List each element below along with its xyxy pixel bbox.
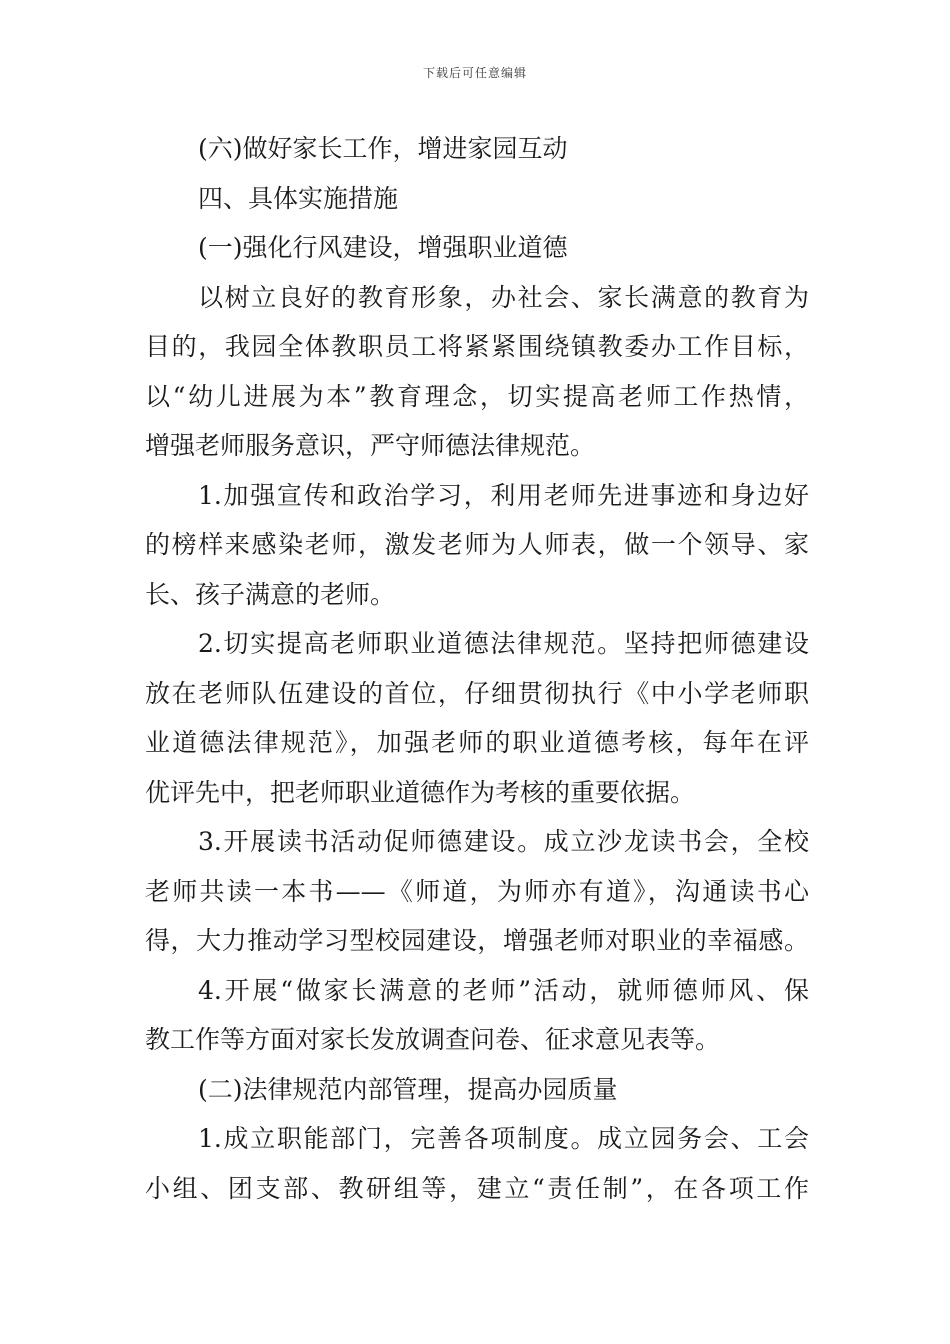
paragraph-line: 得，大力推动学习型校园建设，增强老师对职业的幸福感。 [145,926,809,955]
paragraph-line: 1.成立职能部门，完善各项制度。成立园务会、工会 [198,1124,809,1153]
paragraph-line: 增强老师服务意识，严守师德法律规范。 [145,431,596,460]
paragraph-line: 教工作等方面对家长发放调查问卷、征求意见表等。 [145,1025,721,1054]
paragraph-line: 优评先中，把老师职业道德作为考核的重要依据。 [145,777,696,807]
subsection-heading-management: (二)法律规范内部管理，提高办园质量 [198,1074,618,1104]
paragraph-line: 以树立良好的教育形象，办社会、家长满意的教育为 [198,282,809,312]
paragraph-line: 3.开展读书活动促师德建设。成立沙龙读书会，全校 [198,827,809,856]
document-body [145,124,809,1213]
paragraph-line: 的榜样来感染老师，激发老师为人师表，做一个领导、家 [145,530,809,559]
paragraph-line: 4.开展“做家长满意的老师”活动，就师德师风、保 [198,975,809,1005]
section-heading-parent-work: (六)做好家长工作，增进家园互动 [198,134,568,163]
section-heading-measures: 四、具体实施措施 [198,183,399,213]
paragraph-line: 目的，我园全体教职员工将紧紧围绕镇教委办工作目标， [145,332,809,361]
paragraph-line: 小组、团支部、教研组等，建立“责任制”，在各项工作 [145,1173,809,1203]
paragraph-line: 以“幼儿进展为本”教育理念，切实提高老师工作热情， [145,381,809,411]
paragraph-line: 长、孩子满意的老师。 [145,579,396,609]
subsection-heading-ethics: (一)强化行风建设，增强职业道德 [198,233,568,262]
paragraph-line: 老师共读一本书——《师道，为师亦有道》，沟通读书心 [145,876,809,906]
page-header-note: 下载后可任意编辑 [422,66,527,80]
paragraph-line: 2.切实提高老师职业道德法律规范。坚持把师德建设 [198,629,809,658]
paragraph-line: 放在老师队伍建设的首位，仔细贯彻执行《中小学老师职 [145,678,809,708]
paragraph-line: 1.加强宣传和政治学习，利用老师先进事迹和身边好 [198,480,809,510]
paragraph-line: 业道德法律规范》，加强老师的职业道德考核，每年在评 [145,728,809,757]
